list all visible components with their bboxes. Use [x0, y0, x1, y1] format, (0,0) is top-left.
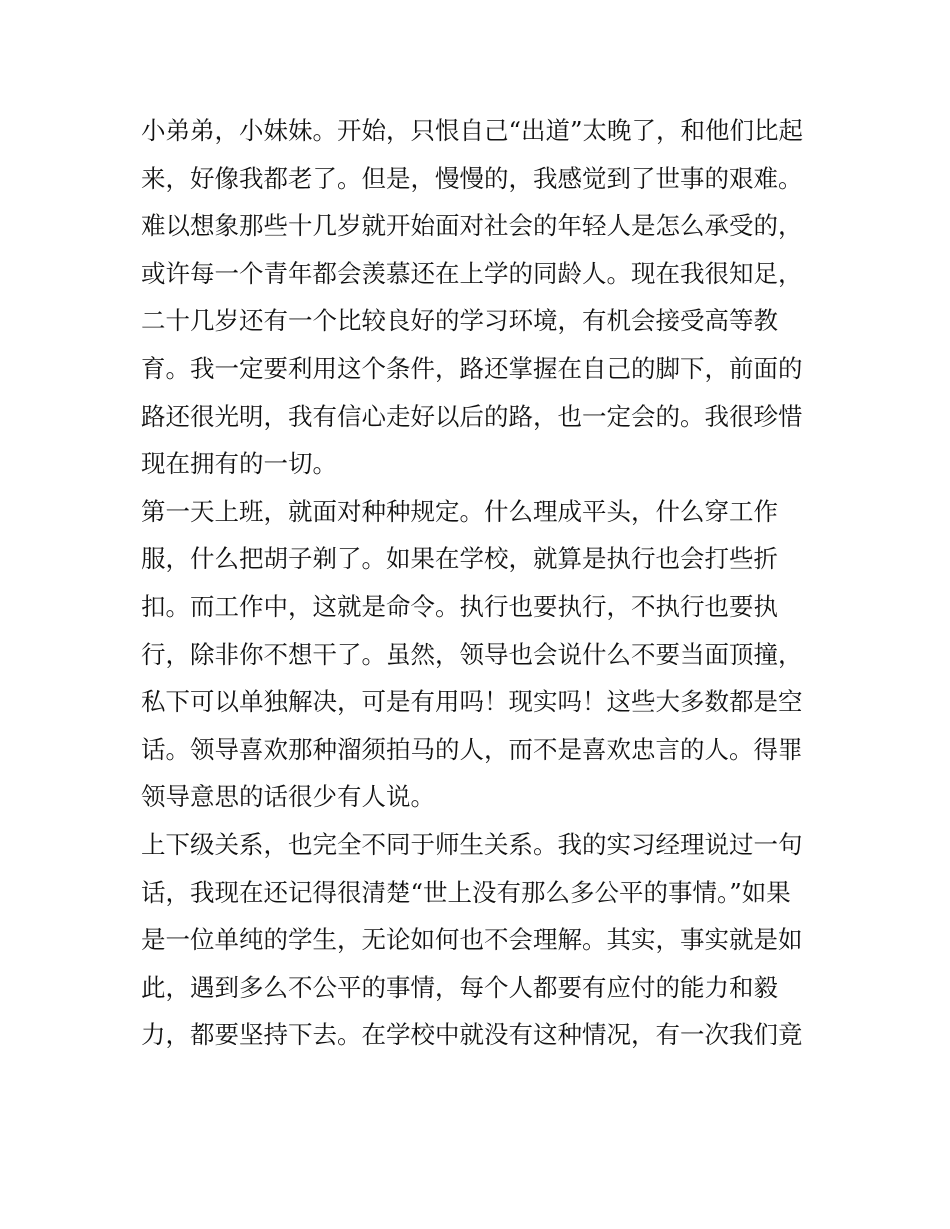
- text-line: 服，什么把胡子剃了。如果在学校，就算是执行也会打些折: [141, 544, 778, 574]
- text-line: 或许每一个青年都会羡慕还在上学的同龄人。现在我很知足，: [141, 258, 803, 288]
- text-line: 二十几岁还有一个比较良好的学习环境，有机会接受高等教: [141, 306, 778, 336]
- text-line: 来，好像我都老了。但是，慢慢的，我感觉到了世事的艰难。: [141, 163, 803, 193]
- text-line: 现在拥有的一切。: [141, 449, 337, 479]
- text-line: 是一位单纯的学生，无论如何也不会理解。其实，事实就是如: [141, 925, 803, 955]
- text-line: 上下级关系，也完全不同于师生关系。我的实习经理说过一句: [141, 829, 803, 859]
- text-line: 此，遇到多么不公平的事情，每个人都要有应付的能力和毅: [141, 972, 778, 1002]
- text-line: 话。领导喜欢那种溜须拍马的人，而不是喜欢忠言的人。得罪: [141, 734, 803, 764]
- text-line: 育。我一定要利用这个条件，路还掌握在自己的脚下，前面的: [141, 353, 803, 383]
- text-line: 领导意思的话很少有人说。: [141, 782, 435, 812]
- text-line: 话，我现在还记得很清楚“世上没有那么多公平的事情。”如果: [141, 877, 791, 907]
- text-line: 扣。而工作中，这就是命令。执行也要执行，不执行也要执: [141, 591, 778, 621]
- text-line: 难以想象那些十几岁就开始面对社会的年轻人是怎么承受的，: [141, 211, 803, 241]
- text-line: 第一天上班，就面对种种规定。什么理成平头，什么穿工作: [141, 496, 778, 526]
- text-line: 行，除非你不想干了。虽然，领导也会说什么不要当面顶撞，: [141, 639, 803, 669]
- body-text: [141, 107, 821, 1059]
- text-line: 力，都要坚持下去。在学校中就没有这种情况，有一次我们竟: [141, 1020, 803, 1050]
- text-line: 路还很光明，我有信心走好以后的路，也一定会的。我很珍惜: [141, 401, 803, 431]
- text-line: 小弟弟，小妹妹。开始，只恨自己“出道”太晚了，和他们比起: [141, 116, 804, 145]
- text-line: 私下可以单独解决，可是有用吗！现实吗！这些大多数都是空: [141, 687, 803, 717]
